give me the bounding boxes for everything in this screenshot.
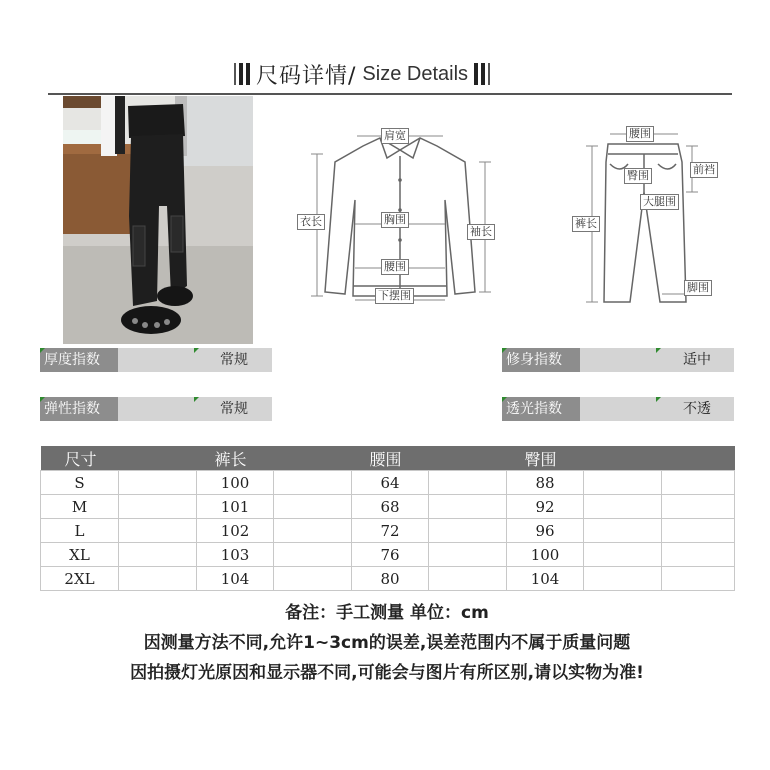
elasticity-index-label: 弹性指数	[40, 397, 118, 421]
label-chest: 胸围	[381, 212, 409, 228]
transparency-index-value: 不透	[683, 401, 711, 417]
waist-cell: 72	[352, 519, 429, 543]
product-photo	[63, 96, 253, 344]
size-table	[40, 446, 735, 591]
shirt-measurement-diagram	[295, 100, 505, 310]
label-sleeve: 袖长	[467, 224, 495, 240]
label-thigh: 大腿围	[640, 194, 679, 210]
title-cn: 尺码详情/	[256, 63, 357, 89]
thickness-index-value: 常规	[220, 352, 248, 368]
right-bars-icon	[474, 63, 490, 85]
waist-cell: 80	[352, 567, 429, 591]
table-row	[41, 567, 735, 591]
size-cell: XL	[41, 543, 119, 567]
transparency-index-label: 透光指数	[502, 397, 580, 421]
fit-index-label: 修身指数	[502, 348, 580, 372]
hip-cell: 104	[507, 567, 584, 591]
length-cell: 102	[197, 519, 274, 543]
header-divider	[48, 93, 732, 95]
note-tolerance: 因测量方法不同,允许1~3cm的误差,误差范围内不属于质量问题	[143, 633, 631, 653]
notes-section	[40, 590, 734, 690]
length-cell: 101	[197, 495, 274, 519]
note-measurement: 备注：手工测量 单位：cm	[285, 603, 489, 623]
table-row	[41, 543, 735, 567]
label-shoulder: 肩宽	[381, 128, 409, 144]
transparency-index	[502, 397, 734, 421]
length-cell: 103	[197, 543, 274, 567]
header-pants-length: 裤长	[197, 446, 352, 471]
elasticity-index-value: 常规	[220, 401, 248, 417]
label-leg-opening: 脚围	[684, 280, 712, 296]
table-row	[41, 495, 735, 519]
elasticity-index	[40, 397, 272, 421]
thickness-index	[40, 348, 272, 372]
hip-cell: 100	[507, 543, 584, 567]
note-color-difference: 因拍摄灯光原因和显示器不同,可能会与图片有所区别,请以实物为准!	[130, 663, 644, 683]
label-waist: 腰围	[381, 259, 409, 275]
header-size: 尺寸	[41, 446, 197, 471]
length-cell: 100	[197, 471, 274, 495]
size-cell: L	[41, 519, 119, 543]
label-pants-length: 裤长	[572, 216, 600, 232]
header-hip: 臀围	[507, 446, 735, 471]
waist-cell: 76	[352, 543, 429, 567]
header-title	[234, 58, 490, 90]
section-header	[0, 52, 770, 92]
header-waist: 腰围	[352, 446, 507, 471]
size-cell: M	[41, 495, 119, 519]
label-hem: 下摆围	[375, 288, 414, 304]
hip-cell: 96	[507, 519, 584, 543]
table-header-row	[41, 446, 735, 471]
left-bars-icon	[234, 63, 250, 85]
hip-cell: 88	[507, 471, 584, 495]
label-length: 衣长	[297, 214, 325, 230]
label-front-rise: 前裆	[690, 162, 718, 178]
fit-index-value: 适中	[683, 352, 711, 368]
pants-measurement-diagram	[570, 122, 730, 307]
table-row	[41, 519, 735, 543]
waist-cell: 64	[352, 471, 429, 495]
fit-index	[502, 348, 734, 372]
label-pants-hip: 臀围	[624, 168, 652, 184]
thickness-index-label: 厚度指数	[40, 348, 118, 372]
label-pants-waist: 腰围	[626, 126, 654, 142]
table-row	[41, 471, 735, 495]
hip-cell: 92	[507, 495, 584, 519]
title-en: Size Details	[362, 62, 469, 85]
size-cell: 2XL	[41, 567, 119, 591]
waist-cell: 68	[352, 495, 429, 519]
length-cell: 104	[197, 567, 274, 591]
size-cell: S	[41, 471, 119, 495]
